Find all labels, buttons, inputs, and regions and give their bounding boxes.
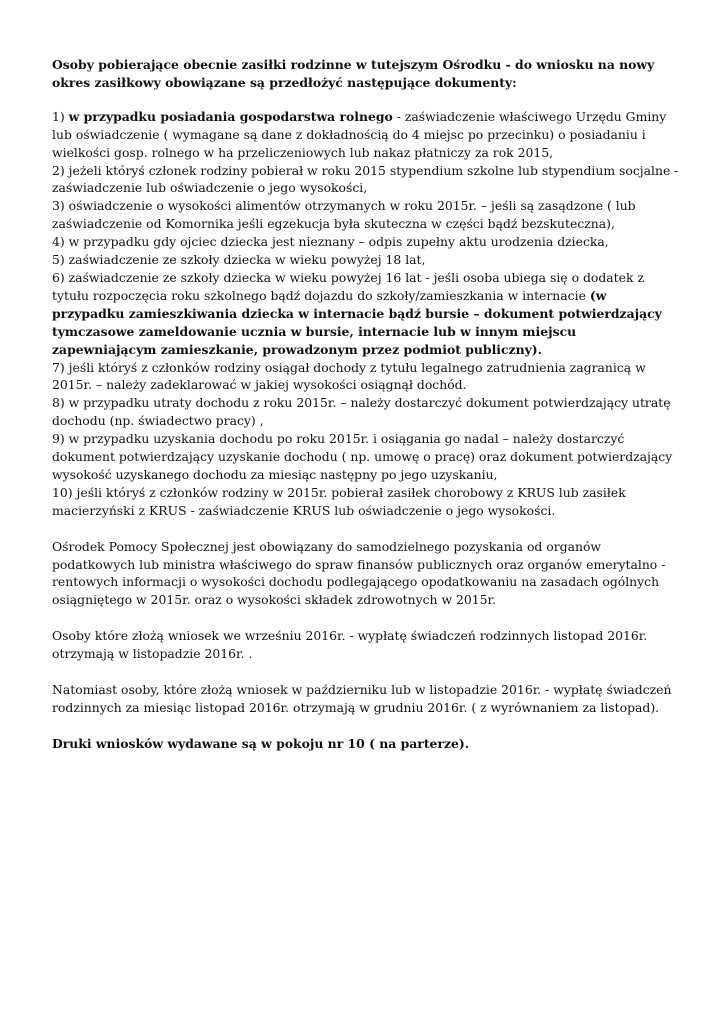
list-item-3 xyxy=(52,197,680,233)
item-text: zaświadczenie ze szkoły dziecka w wieku powyżej 18 lat, xyxy=(68,252,426,268)
item-number: 9) xyxy=(52,431,69,447)
item-text: w przypadku uzyskania dochodu po roku 2015r. i osiągania go nadal – należy dostarczyć dokument potwierdzający uzyskanie dochodu ( np. umowę o pracę) oraz dokument potwierdzający wysokość uzyskanego dochodu za miesiąc następny po jego uzyskaniu, xyxy=(52,431,673,482)
item-text: jeżeli któryś członek rodziny pobierał w roku 2015 stypendium szkolne lub stypendium socjalne - zaświadczenie lub oświadczenie o jego wysokości, xyxy=(52,162,679,196)
item-text: jeśli któryś z członków rodziny w 2015r. pobierał zasiłek chorobowy z KRUS lub zasiłek macierzyński z KRUS - zaświadczenie KRUS lub oświadczenie o jego wysokości. xyxy=(52,484,626,518)
list-item-2 xyxy=(52,162,680,198)
list-item-10 xyxy=(52,484,680,520)
item-number: 6) xyxy=(52,269,69,285)
list-item-8 xyxy=(52,394,680,430)
paragraph-september-applications: Osoby które złożą wniosek we wrześniu 2016r. - wypłatę świadczeń rodzinnych listopad 2016r. otrzymają w listopadzie 2016r. . xyxy=(52,628,648,662)
list-item-6 xyxy=(52,269,680,359)
item-number: 1) xyxy=(52,108,69,124)
item-number: 8) xyxy=(52,395,69,411)
paragraph-ops-obligation: Ośrodek Pomocy Społecznej jest obowiązany do samodzielnego pozyskania od organów podatkowych lub ministra właściwego do spraw finansów publicznych oraz organów emerytalno - rentowych informacji o wysokości dochodu podlegającego opodatkowaniu na zasadach ogólnych osiągniętego w 2015r. oraz o wysokości składek zdrowotnych w 2015r. xyxy=(52,538,666,608)
item-number: 10) xyxy=(52,484,77,500)
list-item-1 xyxy=(52,108,680,162)
list-item-5 xyxy=(52,251,680,269)
list-item-4 xyxy=(52,233,680,251)
item-number: 2) xyxy=(52,162,69,178)
item-text: w przypadku utraty dochodu z roku 2015r. – należy dostarczyć dokument potwierdzający utratę dochodu (np. świadectwo pracy) , xyxy=(52,395,671,429)
item-number: 3) xyxy=(52,198,69,214)
item-number: 4) xyxy=(52,234,69,250)
forms-location-note: Druki wniosków wydawane są w pokoju nr 10 ( na parterze). xyxy=(52,735,470,751)
item-text: zaświadczenie ze szkoły dziecka w wieku powyżej 16 lat - jeśli osoba ubiega się o dodatek z tytułu rozpoczęcia roku szkolnego bądź dojazdu do szkoły/zamieszkania w internacie xyxy=(52,269,644,303)
item-number: 7) xyxy=(52,359,69,375)
item-bold-text: (w przypadku zamieszkiwania dziecka w internacie bądź bursie – dokument potwierdzający tymczasowe zameldowanie ucznia w bursie, internacie lub w innym miejscu zapewniającym zamieszkanie, prowadzonym przez podmiot publiczny). xyxy=(52,287,662,357)
paragraph-october-november-applications: Natomiast osoby, które złożą wniosek w październiku lub w listopadzie 2016r. - wypłatę świadczeń rodzinnych za miesiąc listopad 2016r. otrzymają w grudniu 2016r. ( z wyrównaniem za listopad). xyxy=(52,682,672,715)
item-text: jeśli któryś z członków rodziny osiągał dochody z tytułu legalnego zatrudnienia zagranicą w 2015r. – należy zadeklarować w jakiej wysokości osiągnął dochód. xyxy=(52,359,646,393)
list-item-9 xyxy=(52,430,680,484)
item-text: oświadczenie o wysokości alimentów otrzymanych w roku 2015r. – jeśli są zasądzone ( lub zaświadczenie od Komornika jeśli egzekucja była skuteczna w części bądź bezskuteczna), xyxy=(52,198,636,232)
item-bold-text: w przypadku posiadania gospodarstwa rolnego xyxy=(68,108,393,124)
document-heading: Osoby pobierające obecnie zasiłki rodzinne w tutejszym Ośrodku - do wniosku na nowy okres zasiłkowy obowiązane są przedłożyć następujące dokumenty: xyxy=(52,57,655,90)
document-page xyxy=(52,56,680,753)
list-item-7 xyxy=(52,359,680,395)
item-number: 5) xyxy=(52,252,69,268)
required-documents-list xyxy=(52,108,680,520)
item-text: w przypadku gdy ojciec dziecka jest nieznany – odpis zupełny aktu urodzenia dziecka, xyxy=(68,234,609,250)
item-text: - zaświadczenie właściwego Urzędu Gminy lub oświadczenie ( wymagane są dane z dokładnością do 4 miejsc po przecinku) o posiadaniu i wielkości gosp. rolnego w ha przeliczeniowych lub nakaz płatniczy za rok 2015, xyxy=(52,108,667,160)
